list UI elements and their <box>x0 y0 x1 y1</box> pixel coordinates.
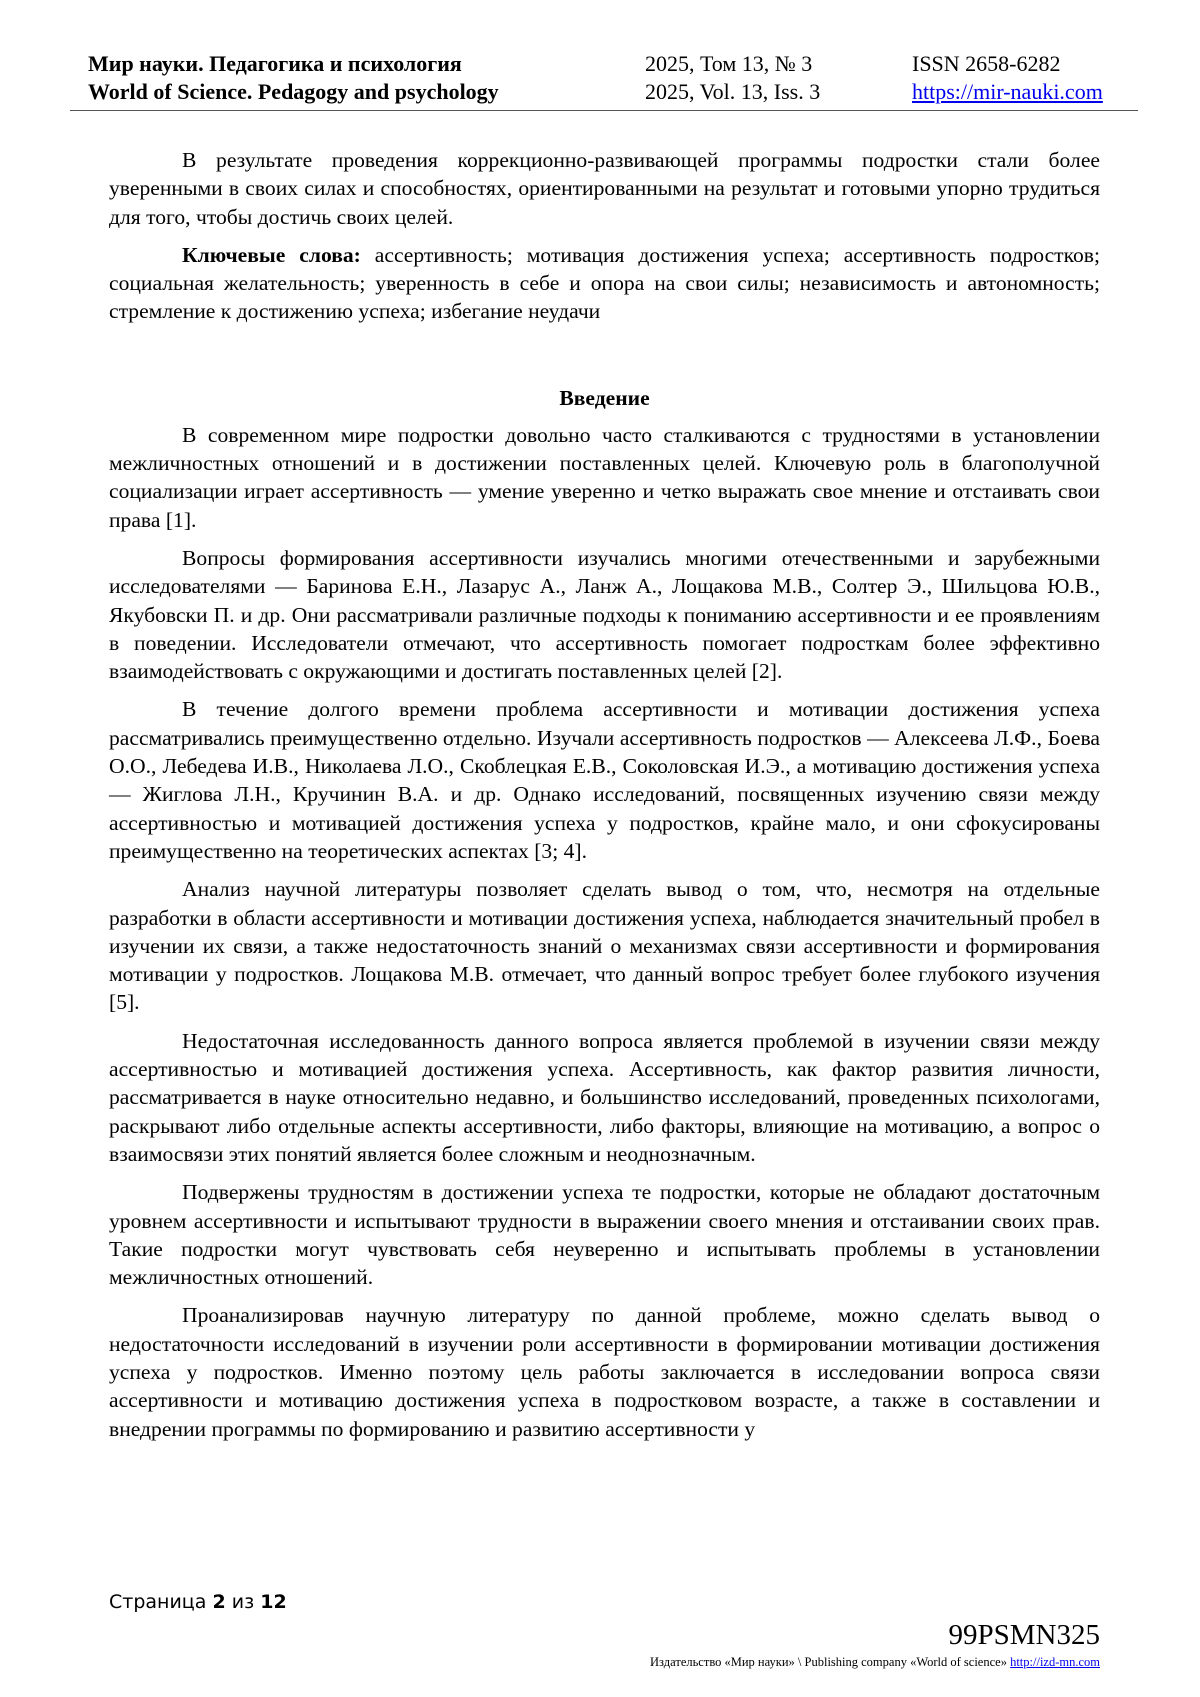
journal-title <box>88 50 499 106</box>
keywords-label: Ключевые слова: <box>182 242 361 267</box>
paragraph: Недостаточная исследованность данного вопроса является проблемой в изучении связи между ассертивностью и мотивацией достижения успеха. Ассертивность, как фактор развития личности, рассматривается в науке относительно недавно, и большинство исследований, проведенных психологами, раскрывают либо отдельные аспекты ассертивности, либо факторы, влияющие на мотивацию, а вопрос о взаимосвязи этих понятий является более сложным и неоднозначным. <box>109 1028 1100 1166</box>
issue-info <box>645 50 820 106</box>
article-body <box>109 146 1100 1443</box>
journal-title-en: World of Science. Pedagogy and psychology <box>88 79 499 104</box>
publisher-line <box>650 1655 1100 1670</box>
issn-info <box>912 50 1103 106</box>
paragraph: Подвержены трудностям в достижении успеха те подростки, которые не обладают достаточным уровнем ассертивности и испытывают трудности в выражении своего мнения и отстаивании своих прав. Такие подростки могут чувствовать себя неуверенно и испытывать проблемы в установлении межличностных отношений. <box>109 1180 1100 1290</box>
page-of: из <box>231 1591 255 1613</box>
paragraph: В течение долгого времени проблема ассертивности и мотивации достижения успеха рассматривались преимущественно отдельно. Изучали ассертивность подростков — Алексеева Л.Ф., Боева О.О., Лебедева И.В., Николаева Л.О., Скоблецкая Е.В., Соколовская И.Э., а мотивацию достижения успеха — Жиглова Л.Н., Кручинин В.А. и др. Однако исследований, посвященных изучению связи между ассертивностью и мотивацией достижения успеха у подростков, крайне мало, и они сфокусированы преимущественно на теоретических аспектах [3; 4]. <box>109 697 1100 863</box>
result-paragraph: В результате проведения коррекционно-развивающей программы подростки стали более уверенными в своих силах и способностях, ориентированными на результат и готовыми упорно трудиться для того, чтобы достичь своих целей. <box>109 148 1100 229</box>
journal-site-link[interactable]: https://mir-nauki.com <box>912 79 1103 104</box>
issue-ru: 2025, Том 13, № 3 <box>645 51 813 76</box>
paragraph: Вопросы формирования ассертивности изучались многими отечественными и зарубежными исследователями — Баринова Е.Н., Лазарус А., Ланж А., Лощакова М.В., Солтер Э., Шильцова Ю.В., Якубовски П. и др. Они рассматривали различные подходы к пониманию ассертивности и ее проявлениям в поведении. Исследователи отмечают, что ассертивность помогает подросткам более эффективно взаимодействовать с окружающими и достигать поставленных целей [2]. <box>109 545 1100 684</box>
paragraph: В современном мире подростки довольно часто сталкиваются с трудностями в установлении межличностных отношений и в достижении поставленных целей. Ключевую роль в благополучной социализации играет ассертивность — умение уверенно и четко выражать свое мнение и отстаивать свои права [1]. <box>109 422 1100 532</box>
journal-title-ru: Мир науки. Педагогика и психология <box>88 51 462 76</box>
paragraph: Проанализировав научную литературу по данной проблеме, можно сделать вывод о недостаточности исследований в изучении роли ассертивности в формировании мотивации достижения успеха у подростков. Именно поэтому цель работы заключается в исследовании вопроса связи ассертивности и мотивацию достижения успеха в подростковом возрасте, а также в составлении и внедрении программы по формированию и развитию ассертивности у <box>109 1303 1100 1441</box>
issn: ISSN 2658-6282 <box>912 51 1061 76</box>
page-number <box>109 1591 287 1613</box>
publisher-text: Издательство «Мир науки» \ Publishing company «World of science» <box>650 1655 1011 1669</box>
keywords-text: ассертивность; мотивация достижения успеха; ассертивность подростков; социальная желательность; уверенность в себе и опора на свои силы; независимость и автономность; стремление к достижению успеха; избегание неудачи <box>109 242 1100 324</box>
keywords-paragraph <box>109 241 1100 326</box>
page-total: 12 <box>260 1591 287 1613</box>
issue-en: 2025, Vol. 13, Iss. 3 <box>645 79 821 104</box>
journal-header <box>70 50 1138 111</box>
page-word: Страница <box>109 1591 207 1613</box>
section-heading-intro: Введение <box>559 385 650 410</box>
page-current: 2 <box>212 1591 226 1613</box>
paragraph: Анализ научной литературы позволяет сделать вывод о том, что, несмотря на отдельные разработки в области ассертивности и мотивации достижения успеха, наблюдается значительный пробел в изучении их связи, а также недостаточность знаний о механизмах связи ассертивности и формирования мотивации у подростков. Лощакова М.В. отмечает, что данный вопрос требует более глубокого изучения [5]. <box>109 877 1100 1015</box>
publisher-link[interactable]: http://izd-mn.com <box>1010 1655 1100 1669</box>
article-code: 99PSMN325 <box>948 1619 1100 1651</box>
